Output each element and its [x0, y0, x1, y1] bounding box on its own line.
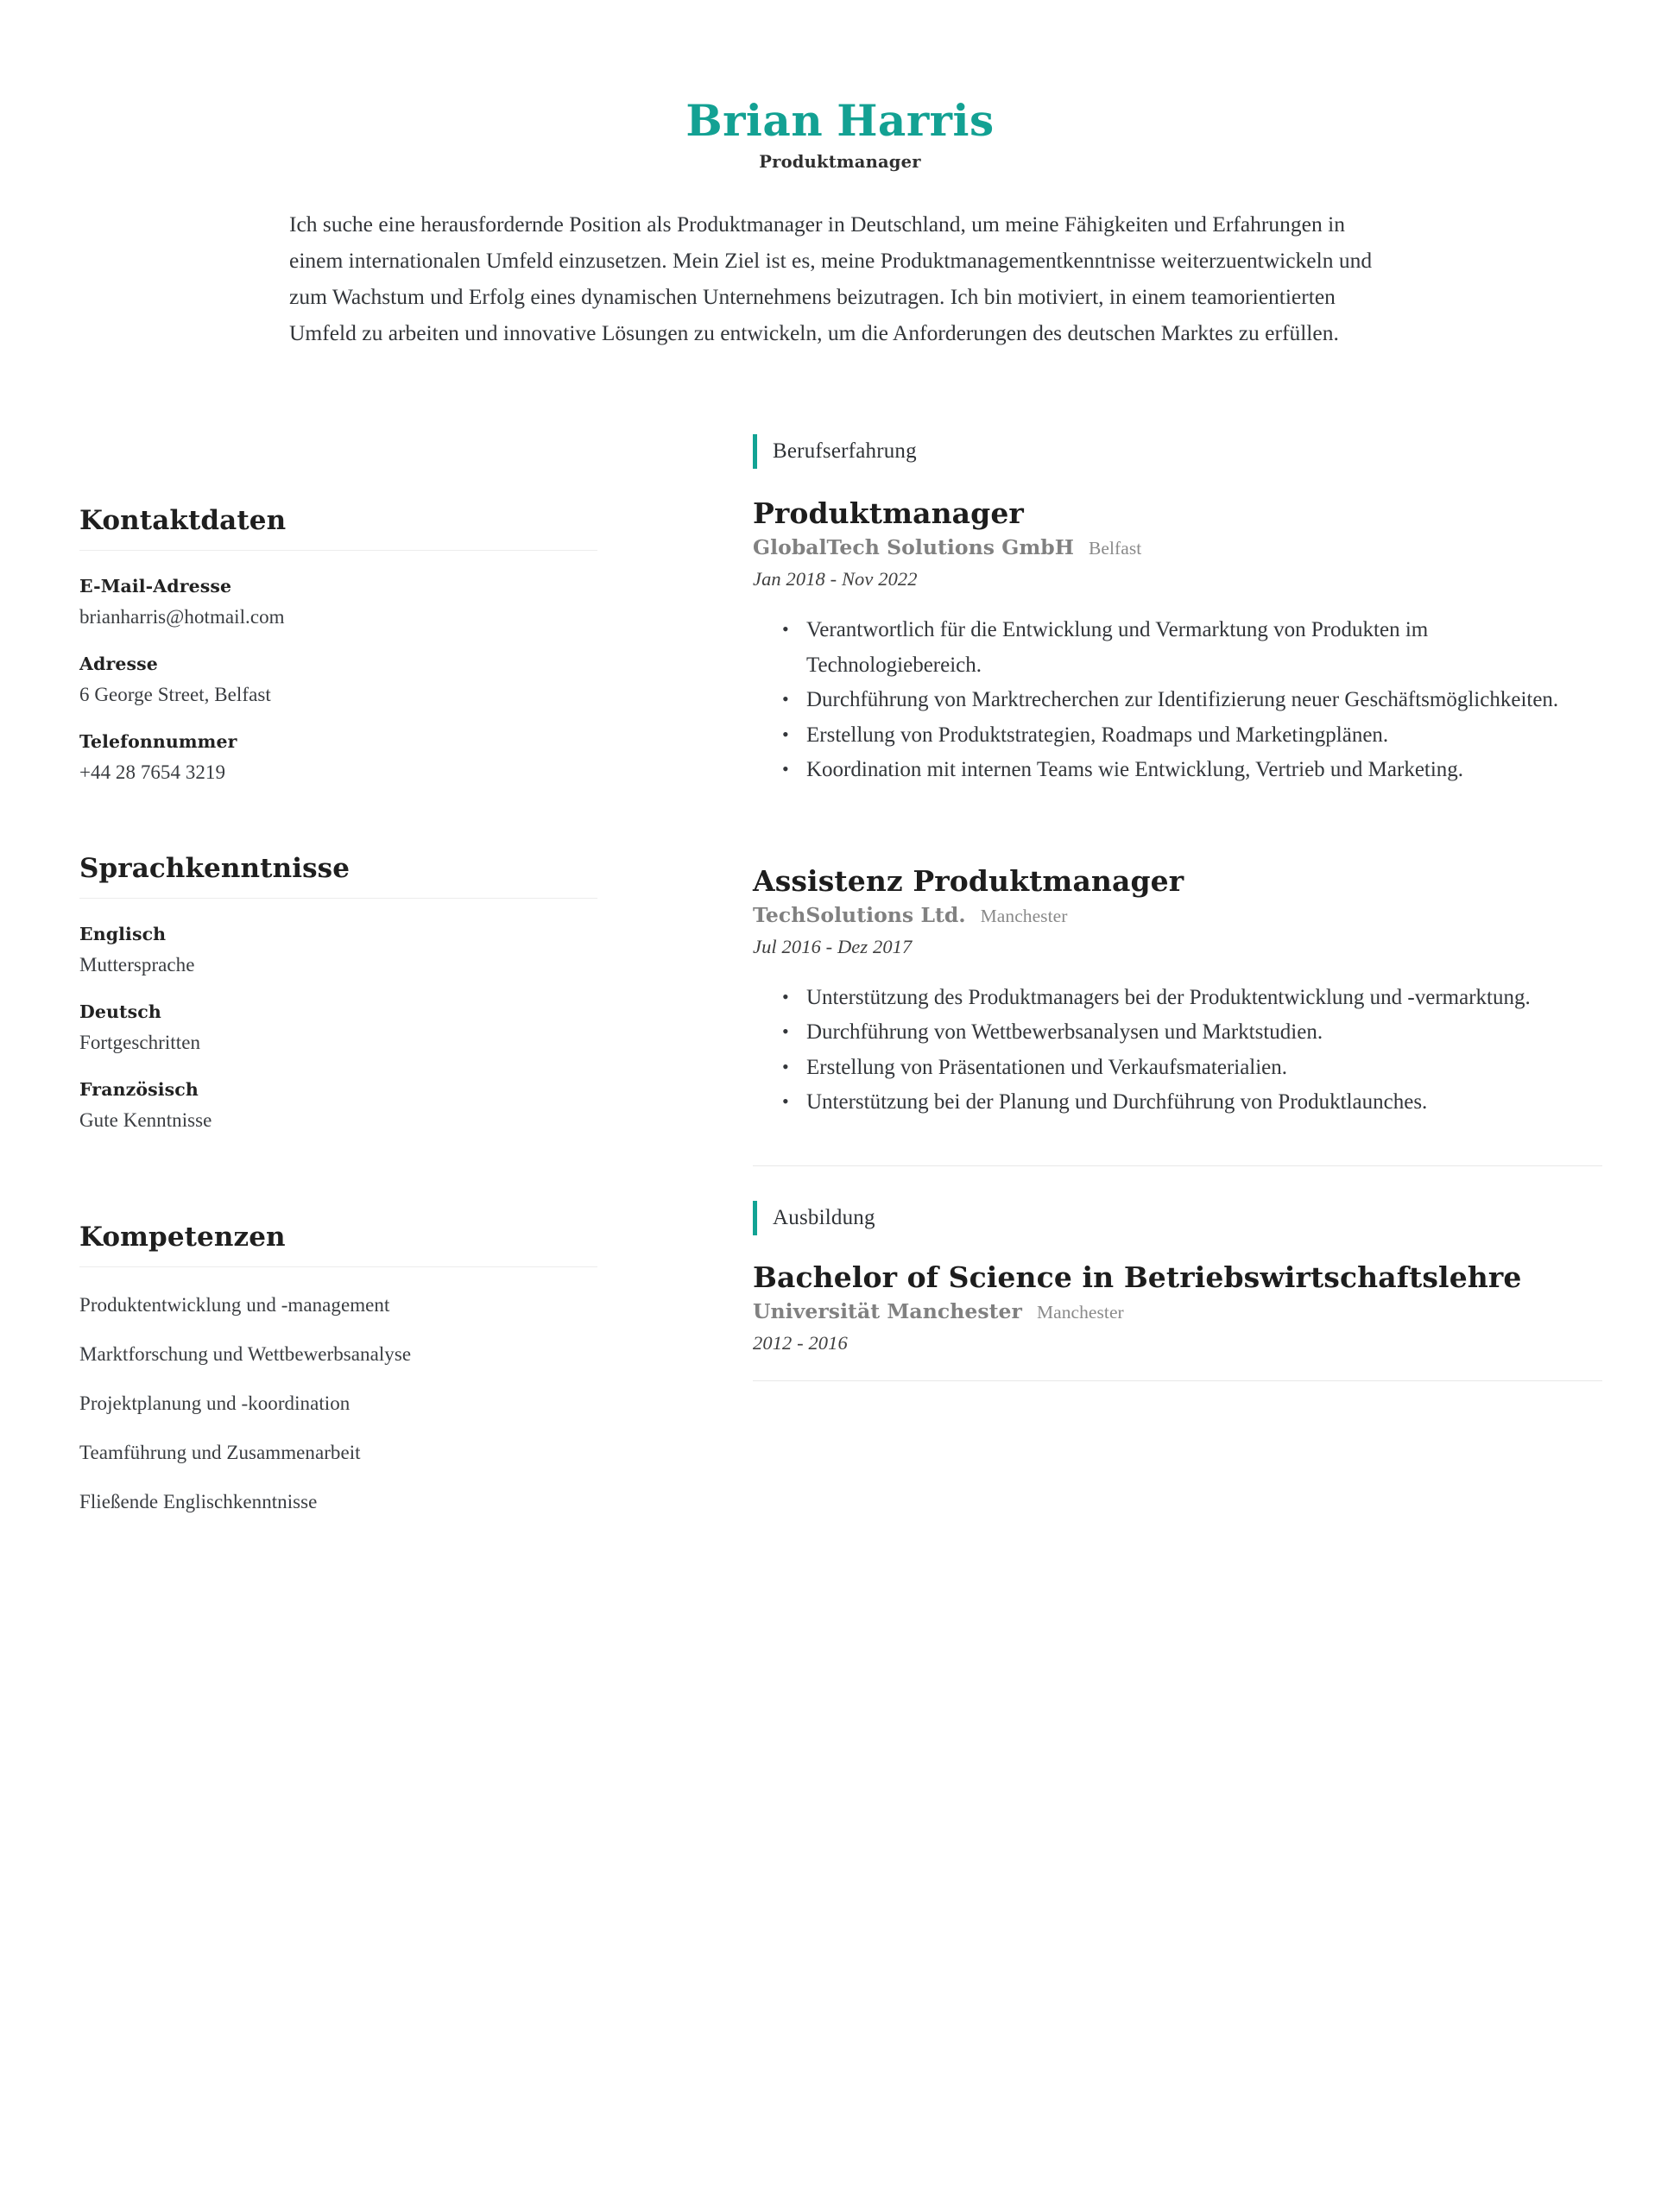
language-level: Fortgeschritten [79, 1032, 200, 1053]
job-title: Produktmanager [759, 152, 921, 172]
section-experience [753, 434, 1602, 1121]
contact-field-address [79, 654, 597, 706]
divider [79, 1266, 597, 1267]
entry-dates: Jan 2018 - Nov 2022 [753, 568, 918, 590]
section-header-education [753, 1201, 1602, 1235]
entry-meta [753, 1299, 1602, 1323]
last-name: Harris [837, 95, 995, 146]
section-label: Berufserfahrung [773, 439, 917, 463]
experience-entry [753, 864, 1602, 1121]
entry-bullet-list [753, 613, 1602, 788]
entry-title: Assistenz Produktmanager [753, 863, 1184, 898]
accent-bar-icon [753, 434, 757, 469]
language-level: Gute Kenntnisse [79, 1109, 212, 1131]
list-item: Produktentwicklung und -management [79, 1294, 390, 1316]
page-title [0, 97, 1680, 144]
first-name: Brian [685, 95, 824, 146]
language-level: Muttersprache [79, 954, 195, 976]
entry-dates: 2012 - 2016 [753, 1331, 848, 1354]
field-value: 6 George Street, Belfast [79, 684, 271, 705]
language-item-german [79, 1001, 597, 1054]
field-value[interactable]: brianharris@hotmail.com [79, 606, 285, 628]
list-item: • Unterstützung bei der Planung und Durchführung von Produktlaunches. [782, 1085, 1602, 1121]
field-label: Telefonnummer [79, 731, 237, 752]
resume-header [0, 0, 1680, 172]
experience-entry [753, 496, 1602, 788]
list-item: Teamführung und Zusammenarbeit [79, 1442, 361, 1463]
list-item: • Erstellung von Produktstrategien, Roadmaps und Marketingplänen. [782, 718, 1602, 754]
sidebar-heading-contact: Kontaktdaten [79, 505, 287, 536]
language-item-french [79, 1079, 597, 1132]
divider [79, 550, 597, 551]
resume-body [0, 434, 1680, 1513]
list-item: • Durchführung von Wettbewerbsanalysen und Marktstudien. [782, 1015, 1602, 1051]
field-label: Adresse [79, 654, 158, 674]
entry-title: Bachelor of Science in Betriebswirtschaftslehre [753, 1260, 1522, 1294]
entry-organization: TechSolutions Ltd. [753, 902, 966, 927]
entry-organization: Universität Manchester [753, 1298, 1022, 1323]
list-item: • Erstellung von Präsentationen und Verkaufsmaterialien. [782, 1051, 1602, 1086]
sidebar-section-contact [79, 505, 597, 784]
accent-bar-icon [753, 1201, 757, 1235]
section-spacer [753, 1166, 1602, 1201]
sidebar-heading-skills: Kompetenzen [79, 1222, 286, 1253]
language-name: Englisch [79, 924, 167, 944]
list-item: Fließende Englischkenntnisse [79, 1491, 318, 1512]
field-value[interactable]: +44 28 7654 3219 [79, 761, 226, 783]
entry-organization: GlobalTech Solutions GmbH [753, 535, 1075, 559]
sidebar [79, 434, 597, 1513]
divider [79, 898, 597, 899]
main-content [597, 434, 1602, 1381]
profile-summary: Ich suche eine herausfordernde Position als Produktmanager in Deutschland, um meine Fähigkeiten und Erfahrungen in einem internationalen Umfeld einzusetzen. Mein Ziel ist es, meine Produktmanagementkenntnisse weiterzuentwickeln und zum Wachstum und Erfolg eines dynamischen Unternehmens beizutragen. Ich bin motiviert, in einem teamorientierten Umfeld zu arbeiten und innovative Lösungen zu entwickeln, um die Anforderungen des deutschen Marktes zu erfüllen. [289, 212, 1373, 345]
sidebar-section-languages [79, 853, 597, 1132]
language-item-english [79, 924, 597, 976]
entry-meta [753, 903, 1602, 927]
education-entry [753, 1260, 1602, 1354]
contact-field-email [79, 576, 597, 628]
section-header-experience [753, 434, 1602, 469]
entry-bullet-list [753, 981, 1602, 1121]
entry-title: Produktmanager [753, 496, 1024, 530]
sidebar-section-skills [79, 1222, 597, 1513]
entry-dates: Jul 2016 - Dez 2017 [753, 935, 913, 957]
list-item: • Durchführung von Marktrecherchen zur Identifizierung neuer Geschäftsmöglichkeiten. [782, 683, 1602, 718]
sidebar-heading-languages: Sprachkenntnisse [79, 853, 351, 884]
entry-spacer [753, 788, 1602, 864]
language-name: Französisch [79, 1079, 199, 1100]
list-item: Marktforschung und Wettbewerbsanalyse [79, 1343, 412, 1365]
entry-meta [753, 535, 1602, 559]
list-item: • Koordination mit internen Teams wie Entwicklung, Vertrieb und Marketing. [782, 753, 1602, 788]
section-education [753, 1201, 1602, 1381]
divider [753, 1380, 1602, 1381]
entry-location: Manchester [980, 905, 1068, 926]
list-item: • Unterstützung des Produktmanagers bei der Produktentwicklung und -vermarktung. [782, 981, 1602, 1016]
language-name: Deutsch [79, 1001, 161, 1022]
list-item: • Verantwortlich für die Entwicklung und Vermarktung von Produkten im Technologiebereich. [782, 613, 1602, 683]
entry-location: Belfast [1089, 538, 1142, 559]
list-item: Projektplanung und -koordination [79, 1392, 351, 1414]
section-label: Ausbildung [773, 1205, 875, 1229]
contact-field-phone [79, 731, 597, 784]
field-label: E-Mail-Adresse [79, 576, 232, 597]
entry-location: Manchester [1036, 1301, 1124, 1323]
